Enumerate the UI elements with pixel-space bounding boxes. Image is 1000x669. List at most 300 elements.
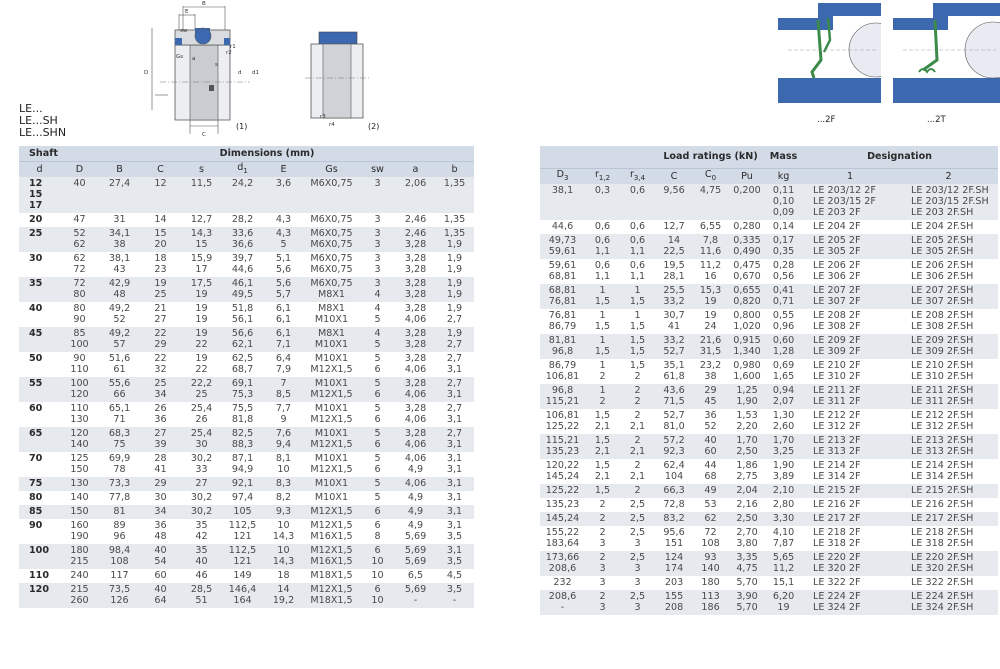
cell-s: 19 22 [181,327,222,352]
cell-b: 1,9 2,7 [446,303,463,325]
dimension-row [19,277,474,302]
cell-D3: 208,6 - [540,590,585,615]
cell-s: 25,4 26 [190,403,213,425]
dim-letter-c: C [202,132,206,138]
bearing-dimension-drawing [140,0,260,140]
cell-r34: 0,6 1,1 [629,259,646,282]
cell-d1: LE 212 2F LE 312 2F [813,409,861,432]
cell-d1: LE 206 2F LE 306 2F [813,259,861,282]
cell-d: 60 [29,403,43,414]
cell-D: 125 150 [70,453,89,475]
cell-C0: 4,75 [693,184,728,220]
cell-d1: LE 322 2F [813,576,861,588]
cell-b: 3,1 [435,477,474,491]
designation-row [540,220,998,234]
designation-row [540,284,998,309]
cell-a: 6,5 [407,570,424,581]
cell-a: 2,06 [396,177,435,213]
cell-r34: 2 [620,484,655,498]
cell-Gs: M8X1 M10X1 [304,327,359,352]
dimension-row [19,569,474,583]
cell-b: 2,7 3,1 [435,377,474,402]
seal-2t-drawing [893,0,1000,103]
cell-r12: 1 1,5 [585,284,620,309]
col-header-c-load: C [655,168,693,184]
dim-letter-b: B [202,1,206,7]
cell-r12: 1,5 2,1 [594,409,611,432]
cell-sw: 4 5 [374,303,381,325]
cell-r12: 0,6 [594,220,611,232]
cell-r12: 1 1,5 [594,309,611,332]
cell-Gs: M18X1,5 [310,570,353,581]
cell-r34: 2 2,1 [620,434,655,459]
cell-C: 60 [154,570,167,581]
cell-Gs: M6X0,75 [310,214,353,225]
cell-kg: 2,10 [766,484,801,498]
cell-d1: 149 [233,570,252,581]
cell-d: 50 [29,353,43,364]
cell-sw: 6 [359,505,396,519]
cell-C: 29 [140,477,181,491]
cell-C: 15 20 [140,227,181,252]
cell-d1: 75,5 81,8 [231,403,254,425]
cell-a: 3,28 3,28 [396,277,435,302]
dim-letter-gs: Gs [176,54,184,60]
designation-row [540,334,998,359]
cell-r12: 0,6 1,1 [585,234,620,259]
dimensions-header-row [19,146,474,162]
cell-kg: 0,41 0,71 [766,284,801,309]
dimension-row [19,491,474,505]
cell-D: 47 [73,214,86,225]
cell-d1: LE 217 2F [801,512,899,526]
cell-Pu: 0,655 0,820 [728,284,766,309]
cell-C: 43,6 71,5 [655,384,693,409]
cell-d: 30 [29,253,43,264]
cell-sw: 5 [374,492,381,503]
designation-row [540,184,998,220]
cell-Gs: M10X1 M12X1,5 [310,403,353,425]
cell-C0: 19 24 [704,309,717,332]
cell-C: 19 25 [140,277,181,302]
cell-Pu: 1,86 2,75 [736,459,758,482]
cell-D: 52 62 [60,227,99,252]
cell-r34: 2,5 3 [629,526,646,549]
cell-r12: 0,6 1,1 [594,259,611,282]
cell-E: 6,1 6,1 [275,303,292,325]
dimension-row [19,352,474,377]
cell-s: 25,4 30 [181,427,222,452]
variant-label-le-shn: LE...SHN [19,126,67,139]
cell-d: 120 [19,583,60,608]
cell-D: 100 120 [60,377,99,402]
cell-B: 89 96 [113,520,126,542]
cell-s: 30,2 [190,492,213,503]
cell-sw: 6 8 [374,520,381,542]
cell-kg: 0,28 0,56 [772,259,795,282]
cell-s: 17,5 19 [181,277,222,302]
dim-letter-e: E [185,9,189,15]
cell-C: 14 [154,214,167,225]
designation-row [540,484,998,498]
col-header-d3: $D_3$ [540,168,585,184]
cell-d: 110 [29,570,50,581]
cell-kg: 0,69 1,65 [772,359,795,382]
dim-letter-r2: r2 [226,50,232,56]
col-header-r34: $r_{3,4}$ [620,168,655,184]
cell-d2: LE 216 2F.SH [911,498,974,510]
cell-kg: 0,17 0,35 [766,234,801,259]
mass-header: Mass [766,146,801,168]
cell-D3: 76,81 86,79 [548,309,577,332]
cell-B: 55,6 66 [99,377,140,402]
cell-r34: 1 1,5 [629,309,646,332]
cell-d2: LE 205 2F.SH LE 305 2F.SH [899,234,998,259]
cell-d1: LE 218 2F LE 318 2F [813,526,861,549]
cell-kg: 0,55 0,96 [772,309,795,332]
cell-E: 7,7 9 [275,403,292,425]
cell-Pu: 0,200 [728,184,766,220]
cell-C: 25 34 [140,377,181,402]
cell-b: 1,35 [435,177,474,213]
dimensions-header: Dimensions (mm) [60,146,474,162]
cell-Pu: 0,915 1,340 [728,334,766,359]
cell-kg: 15,1 [772,576,795,588]
seal-2f-label: ...2F [817,115,836,125]
load-ratings-header: Load ratings (kN) [655,146,766,168]
cell-kg: 3,30 [766,512,801,526]
cell-d1: LE 204 2F [813,220,861,232]
variant-label-le-sh: LE...SH [19,114,58,127]
designation-row [540,359,998,384]
dimension-row [19,227,474,252]
cell-d1: 51,8 56,1 [231,303,254,325]
cell-d1: 39,7 44,6 [231,253,254,275]
cell-a: 3,28 3,28 [404,253,427,275]
dimension-row [19,519,474,544]
cell-D3: 106,81 125,22 [545,409,580,432]
col-header-designation-1: 1 [801,168,899,184]
cell-C: 72,8 [663,498,685,510]
cell-r34: 2 2 [620,384,655,409]
cell-D: 62 72 [73,253,86,275]
cell-D: 150 [60,505,99,519]
cell-E: 7,6 9,4 [263,427,304,452]
cell-d1: LE 220 2F LE 320 2F [801,551,899,576]
cell-a: 4,9 5,69 [404,520,427,542]
cell-d: 85 [19,505,60,519]
cell-d1: LE 215 2F [801,484,899,498]
cell-r12: 3 [599,576,606,588]
cell-d: 12 15 17 [19,177,60,213]
cell-s: 27 [181,477,222,491]
cell-d2: LE 217 2F.SH [899,512,998,526]
cell-D3: 59,61 68,81 [548,259,577,282]
figure-2-label: (2) [368,122,380,131]
designation-row [540,384,998,409]
cell-C: 12 [140,177,181,213]
cell-a: 3,28 4,06 [396,377,435,402]
designation-header: Designation [801,146,998,168]
cell-Pu: 2,16 [736,498,758,510]
col-header-d1: $d_1$ [222,162,263,178]
designation-row [540,234,998,259]
cell-B: 38,1 43 [108,253,131,275]
cell-d: 65 [19,427,60,452]
cell-d1: 62,5 68,7 [231,353,254,375]
cell-d1: LE 210 2F LE 310 2F [813,359,861,382]
cell-Gs: M6X0,75 M8X1 [304,277,359,302]
cell-r34: 2,5 [629,498,646,510]
cell-b: 4,5 [446,570,463,581]
cell-C0: 44 68 [704,459,717,482]
cell-C: 27 39 [140,427,181,452]
cell-B: 77,8 [108,492,131,503]
designation-row [540,551,998,576]
cell-E: 10 14,3 [272,520,295,542]
cell-E: 9,3 [263,505,304,519]
cell-C: 62,4 104 [663,459,685,482]
cell-r34: 1,5 2 [629,359,646,382]
cell-a: 5,69 5,69 [396,544,435,569]
cell-r34: 1,5 1,5 [620,334,655,359]
load-subheader-row [540,168,998,184]
dimension-row [19,177,474,213]
cell-s: 35 42 [195,520,208,542]
cell-d2: LE 203/12 2F.SH LE 203/15 2F.SH LE 203 2F.SH [899,184,998,220]
cell-C0: 36 52 [704,409,717,432]
cell-b: 3,1 3,1 [446,453,463,475]
cell-B: 81 [99,505,140,519]
cell-Gs: M10X1 [314,492,349,503]
cell-sw: 5 6 [374,353,381,375]
cell-B: 27,4 [99,177,140,213]
cell-C: 57,2 92,3 [655,434,693,459]
cell-r12: 2 3 [585,590,620,615]
dim-letter-r4: r4 [329,122,335,128]
cell-b: 2,7 3,1 [446,403,463,425]
cell-E: 10 14,3 [263,544,304,569]
cell-C: 40 64 [140,583,181,608]
designation-row [540,309,998,334]
cell-Gs: M6X0,75 [304,177,359,213]
col-header-b-small: b [435,162,474,178]
cell-C: 22 29 [140,327,181,352]
dim-letter-big-d: D [144,70,149,76]
dimension-row [19,452,474,477]
cell-D3: 68,81 76,81 [540,284,585,309]
cell-sw: 4 5 [359,327,396,352]
cell-kg: 0,14 [772,220,795,232]
dimensions-table [19,146,474,608]
cell-D: 160 190 [70,520,89,542]
dimension-row [19,213,474,227]
cell-kg: 4,10 7,87 [772,526,795,549]
cell-C0: 11,2 16 [699,259,722,282]
cell-d1: LE 224 2F LE 324 2F [801,590,899,615]
cell-kg: 5,65 11,2 [766,551,801,576]
cell-sw: 3 3 [374,253,381,275]
cell-sw: 3 4 [359,277,396,302]
cell-b: 1,35 [443,214,466,225]
cell-a: 3,28 4,06 [404,303,427,325]
cell-E: 18 [277,570,290,581]
seal-2f-drawing [778,0,881,103]
cell-d: 25 [19,227,60,252]
cell-C: 33,2 52,7 [655,334,693,359]
cell-C0: 53 [704,498,717,510]
cell-C: 12,7 [663,220,685,232]
cell-kg: 0,94 2,07 [766,384,801,409]
cell-C0: 21,6 31,5 [693,334,728,359]
cell-r34: 3 [634,576,641,588]
cell-r12: 1 2 [599,359,606,382]
cell-a: 4,9 [396,505,435,519]
cell-s: 15,9 17 [190,253,213,275]
shaft-header: Shaft [19,146,60,162]
cell-d: 70 [29,453,43,464]
cell-D3: 232 [553,576,572,588]
cell-C: 66,3 [655,484,693,498]
cell-d1: 33,6 36,6 [222,227,263,252]
cell-r12: 0,3 [585,184,620,220]
cell-E: 7 8,5 [263,377,304,402]
cell-r34: 2,5 3 [620,551,655,576]
cell-d1: 92,1 [222,477,263,491]
cell-E: 5,1 5,6 [275,253,292,275]
designation-row [540,526,998,551]
cell-a: 4,9 [407,492,424,503]
cell-d2: LE 218 2F.SH LE 318 2F.SH [911,526,974,549]
dimension-row [19,477,474,491]
designation-row [540,576,998,590]
cell-D: 80 90 [73,303,86,325]
cell-d2: LE 213 2F.SH LE 313 2F.SH [899,434,998,459]
cell-d1: 82,5 88,3 [222,427,263,452]
cell-d1: LE 213 2F LE 313 2F [801,434,899,459]
designation-row [540,409,998,434]
dimension-row [19,252,474,277]
cell-E: 8,2 [275,492,292,503]
cell-D: 72 80 [60,277,99,302]
cell-d: 20 [29,214,43,225]
cell-kg: 1,70 3,25 [766,434,801,459]
cell-s: 30,2 33 [190,453,213,475]
cell-d1: 146,4 164 [222,583,263,608]
dimensions-subheader-row [19,162,474,178]
cell-C0: 72 108 [701,526,720,549]
cell-r34: 2,5 3 [620,590,655,615]
cell-a: 2,46 3,28 [396,227,435,252]
cell-s: 11,5 [181,177,222,213]
cell-b: 1,9 1,9 [435,277,474,302]
cell-a: 2,46 [404,214,427,225]
cell-D3: 49,73 59,61 [540,234,585,259]
cell-C: 83,2 [655,512,693,526]
cell-Pu: 0,980 1,600 [733,359,761,382]
cell-d: 100 [19,544,60,569]
col-header-c: C [140,162,181,178]
cell-d1: LE 205 2F LE 305 2F [801,234,899,259]
cell-E: 14 19,2 [263,583,304,608]
dim-letter-s: s [215,62,218,68]
cell-D: 40 [60,177,99,213]
dim-letter-r1: r1 [230,44,236,50]
cell-s: 19 22 [195,353,208,375]
cell-Pu: 1,53 2,20 [736,409,758,432]
cell-Pu: 0,280 [733,220,761,232]
cell-C: 22 32 [154,353,167,375]
dimension-row [19,583,474,608]
cell-Pu: 3,35 4,75 [728,551,766,576]
cell-sw: 5 6 [359,377,396,402]
cell-b: 1,9 1,9 [446,253,463,275]
cell-d1: LE 208 2F LE 308 2F [813,309,861,332]
cell-d1: LE 214 2F LE 314 2F [813,459,861,482]
cell-d1: 87,1 94,9 [231,453,254,475]
cell-D3: 120,22 145,24 [545,459,580,482]
cell-D3: 173,66 208,6 [540,551,585,576]
cell-C: 52,7 81,0 [663,409,685,432]
cell-kg: 0,11 0,10 0,09 [766,184,801,220]
cell-D3: 125,22 [540,484,585,498]
cell-r12: 2 3 [599,526,606,549]
cell-B: 51,6 61 [108,353,131,375]
cell-d1: LE 216 2F [813,498,861,510]
cell-Pu: 2,50 [728,512,766,526]
cell-sw: 3 [374,214,381,225]
cell-Gs: M8X1 M10X1 [314,303,349,325]
cell-Gs: M10X1 M12X1,5 [304,427,359,452]
cell-r34: 2,5 [620,512,655,526]
cell-r34: 2 2,1 [629,459,646,482]
cell-E: 4,3 5 [263,227,304,252]
col-header-pu: Pu [728,168,766,184]
cell-d1: 112,5 121 [222,544,263,569]
cell-D3: 135,23 [545,498,580,510]
cell-C: 35,1 61,8 [663,359,685,382]
cell-s: 12,7 [190,214,213,225]
dim-letter-r3: r3 [320,114,326,120]
cell-d: 40 [29,303,43,314]
cell-D3: 145,24 [540,512,585,526]
cell-d2: LE 211 2F.SH LE 311 2F.SH [899,384,998,409]
cell-d2: LE 206 2F.SH LE 306 2F.SH [911,259,974,282]
cell-sw: 6 10 [359,583,396,608]
cell-B: 34,1 38 [99,227,140,252]
cell-d1: LE 209 2F LE 309 2F [801,334,899,359]
cell-Pu: 3,90 5,70 [728,590,766,615]
cell-C0: 113 186 [693,590,728,615]
cell-s: 28,5 51 [181,583,222,608]
cell-d1: 24,2 [222,177,263,213]
cell-C0: 40 60 [693,434,728,459]
cell-C: 14 22,5 [655,234,693,259]
cell-r34: 2 2,1 [629,409,646,432]
cell-s: 22,2 25 [181,377,222,402]
cell-D3: 38,1 [540,184,585,220]
col-header-gs: Gs [304,162,359,178]
cell-B: 42,9 48 [99,277,140,302]
cell-d1: 28,2 [231,214,254,225]
cell-Gs: M10X1 M12X1,5 [304,377,359,402]
cell-b: 1,9 2,7 [435,327,474,352]
cell-C0: 180 [701,576,720,588]
cell-Pu: 5,70 [736,576,758,588]
cell-C: 95,6 151 [663,526,685,549]
cell-d: 45 [19,327,60,352]
cell-d1: LE 211 2F LE 311 2F [801,384,899,409]
